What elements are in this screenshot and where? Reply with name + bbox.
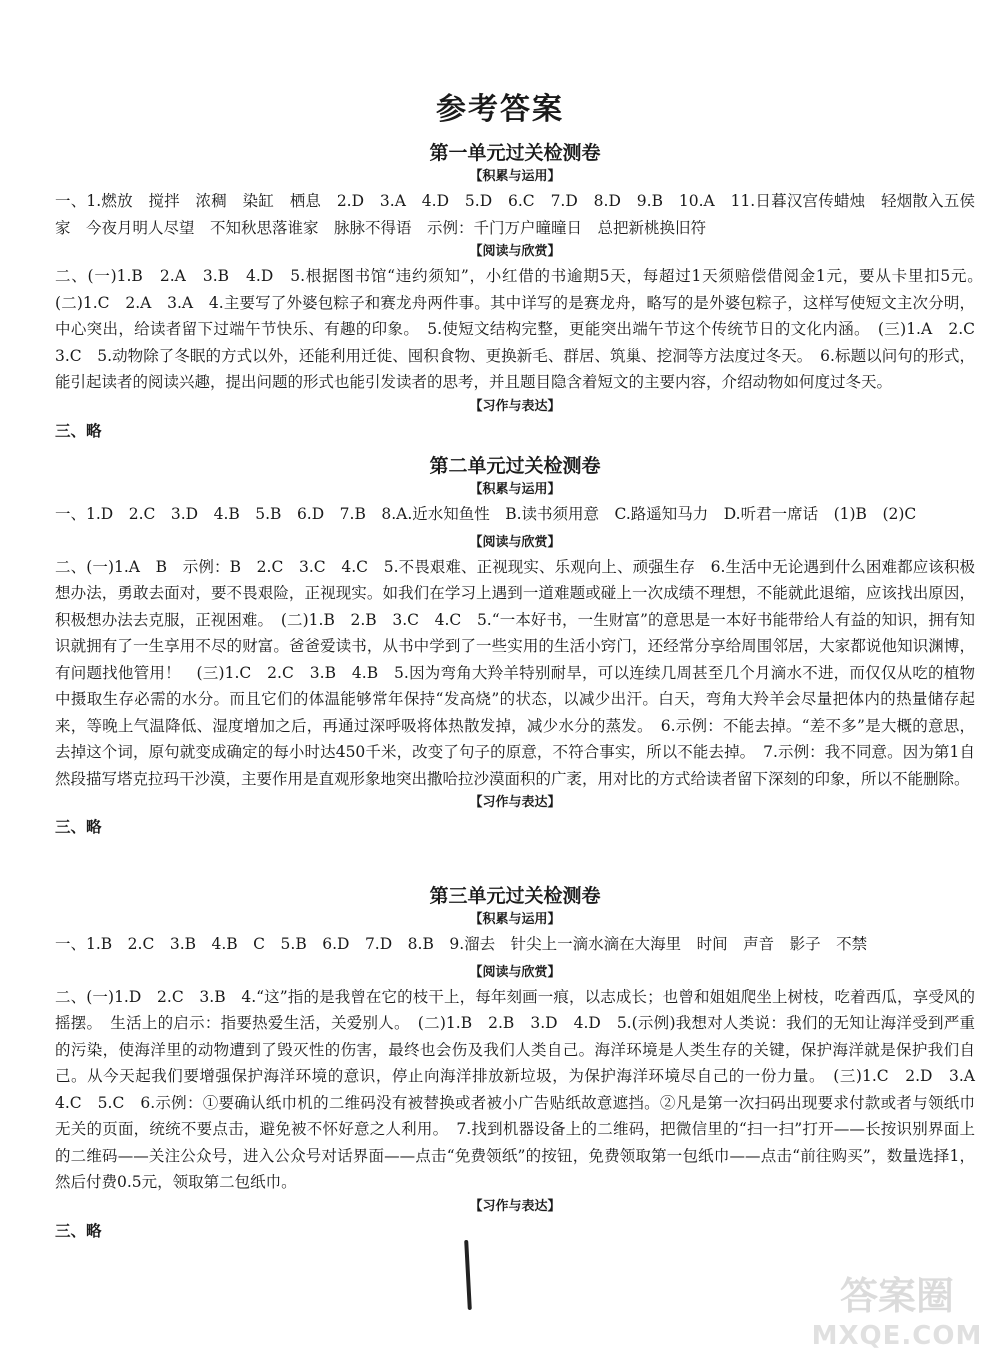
answer-paragraph-accumulate: 一、1.D 2.C 3.D 4.B 5.B 6.D 7.B 8.A.近水知鱼性 B.读书须用意 C.路遥知马力 D.听君一席话 (1)B (2)C — [55, 505, 917, 523]
section-label-writing: 【习作与表达】 — [469, 398, 561, 414]
page-title: 参考答案 — [436, 92, 564, 127]
section-label-reading: 【阅读与欣赏】 — [469, 244, 561, 259]
watermark-logo-text: 答案圈 — [839, 1274, 954, 1318]
unit-title: 第二单元过关检测卷 — [429, 455, 601, 477]
watermark-url: MXQE.COM — [811, 1321, 983, 1351]
answer-writing: 三、略 — [55, 421, 102, 440]
page-number-mark — [464, 1240, 472, 1310]
section-label-writing: 【习作与表达】 — [469, 795, 561, 810]
unit-section-2 — [55, 453, 975, 840]
section-label-reading: 【阅读与欣赏】 — [469, 964, 561, 980]
answer-paragraph-reading: 二、(一)1.B 2.A 3.B 4.D 5.根据图书馆“违约须知”，小红借的书逾期5天，每超过1天须赔偿借阅金1元，要从卡里扣5元。 (二)1.C 2.A 3.A 4.主要写了外婆包粽子和赛龙舟两件事。其中详写的是赛龙舟，略写的是外婆包粽子，这样写使短文主次分明，中心突出，给读者留下过端午节快乐、有趣的印象。 5.使短文结构完整，更能突出端午节这个传统节日的文化内涵。 (三)1.A 2.C 3.C 5.动物除了冬眠的方式以外，还能利用迁徙、囤积食物、更换新毛、群居、筑巢、挖洞等方法度过冬天。 6.标题以问句的形式，能引起读者的阅读兴趣，提出问题的形式也能引发读者的思考，并且题目隐含着短文的主要内容，介绍动物如何度过冬天。 — [55, 267, 991, 391]
section-label-reading: 【阅读与欣赏】 — [469, 534, 561, 550]
section-label-accumulate: 【积累与运用】 — [469, 482, 561, 497]
unit-title: 第一单元过关检测卷 — [429, 142, 601, 164]
unit-title: 第三单元过关检测卷 — [429, 885, 601, 907]
answer-writing: 三、略 — [55, 1221, 102, 1240]
answer-writing: 三、略 — [55, 818, 102, 836]
answer-paragraph-reading: 二、(一)1.A B 示例：B 2.C 3.C 4.C 5.不畏艰难、正视现实、乐观向上、顽强生存 6.生活中无论遇到什么困难都应该积极想办法，勇敢去面对，要不畏艰险，正视现实。如我们在学习上遇到一道难题或碰上一次成绩不理想，不能就此退缩，应该找出原因，积极想办法去克服，正视困难。 (二)1.B 2.B 3.C 4.C 5.“一本好书，一生财富”的意思是一本好书能带给人有益的知识，拥有知识就拥有了一生享用不尽的财富。爸爸爱读书，从书中学到了一些实用的生活小窍门，还经常分享给周围邻居，大家都说他知识渊博，有问题找他管用！ (三)1.C 2.C 3.B 4.B 5.因为弯角大羚羊特别耐旱，可以连续几周甚至几个月滴水不进，而仅仅从吃的植物中摄取生存必需的水分。而且它们的体温能够常年保持“发高烧”的状态，以减少出汗。白天，弯角大羚羊会尽量把体内的热量储存起来，等晚上气温降低、湿度增加之后，再通过深呼吸将体热散发掉，减少水分的蒸发。 6.示例：不能去掉。“差不多”是大概的意思，去掉这个词，原句就变成确定的每小时达450千米，改变了句子的原意，不符合事实，所以不能去掉。 7.示例：我不同意。因为第1自然段描写塔克拉玛干沙漠，主要作用是直观形象地突出撒哈拉沙漠面积的广袤，用对比的方式给读者留下深刻的印象，所以不能删除。 — [55, 557, 975, 788]
site-watermark — [802, 1261, 992, 1353]
answer-paragraph-reading: 二、(一)1.D 2.C 3.B 4.“这”指的是我曾在它的枝干上，每年刻画一痕，以志成长；也曾和姐姐爬坐上树枝，吃着西瓜，享受风的摇摆。 生活上的启示：指要热爱生活，关爱别人。 (二)1.B 2.B 3.D 4.D 5.(示例)我想对人类说：我们的无知让海洋受到严重的污染，使海洋里的动物遭到了毁灭性的伤害，最终也会伤及我们人类自己。海洋环境是人类生存的关键，保护海洋就是保护我们自己。从今天起我们要增强保护海洋环境的意识，停止向海洋排放新垃圾，为保护海洋环境尽自己的一份力量。 (三)1.C 2.D 3.A 4.C 5.C 6.示例：①要确认纸巾机的二维码没有被替换或者被小广告贴纸故意遮挡。②凡是第一次扫码出现要求付款或者与领纸巾无关的页面，统统不要点击，避免被不怀好意之人利用。 7.找到机器设备上的二维码，把微信里的“扫一扫”打开——长按识别界面上的二维码——关注公众号，进入公众号对话界面——点击“免费领纸”的按钮，免费领取第一包纸巾——点击“前往购买”，数量选择1，然后付费0.5元，领取第二包纸巾。 — [55, 987, 991, 1191]
section-label-accumulate: 【积累与运用】 — [469, 169, 561, 184]
answer-paragraph-accumulate: 一、1.燃放 搅拌 浓稠 染缸 栖息 2.D 3.A 4.D 5.D 6.C 7.D 8.D 9.B 10.A 11.日暮汉宫传蜡烛 轻烟散入五侯家 今夜月明人尽望 不知秋思落谁家 脉脉不得语 示例：千门万户曈曈日 总把新桃换旧符 — [55, 192, 975, 237]
unit-section-3 — [55, 883, 991, 1244]
unit-section-1 — [55, 140, 991, 444]
section-label-accumulate: 【积累与运用】 — [469, 912, 561, 927]
answer-paragraph-accumulate: 一、1.B 2.C 3.B 4.B C 5.B 6.D 7.D 8.B 9.溜去 针尖上一滴水滴在大海里 时间 声音 影子 不禁 — [55, 935, 868, 953]
section-label-writing: 【习作与表达】 — [469, 1198, 561, 1214]
